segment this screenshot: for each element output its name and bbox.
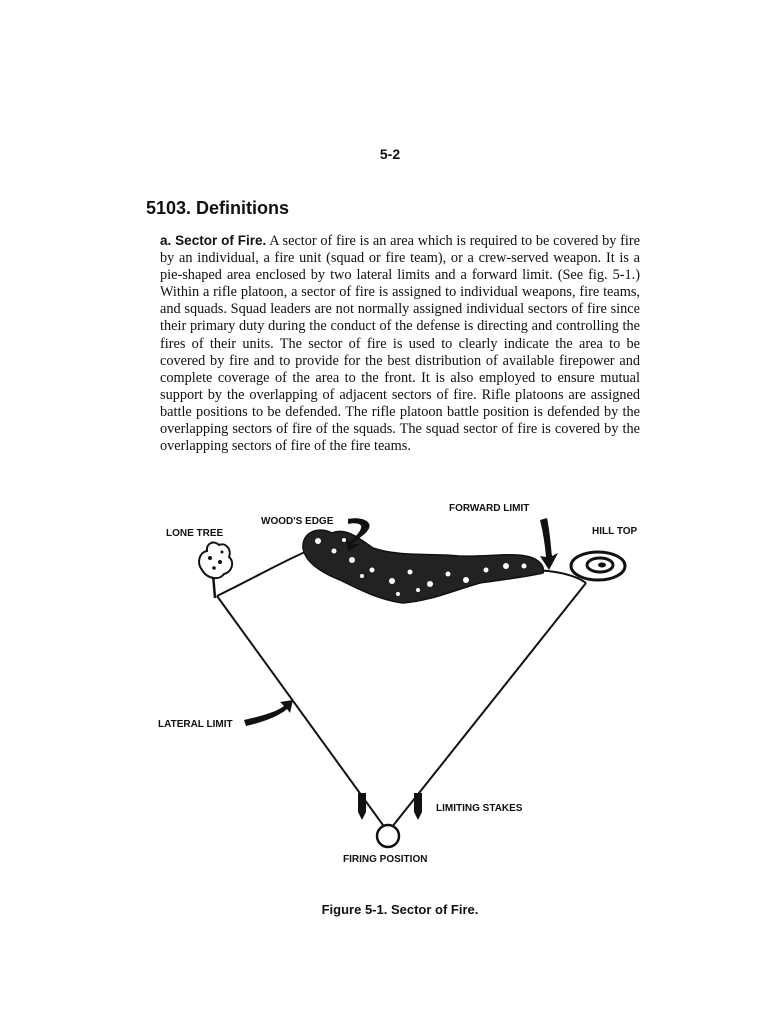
label-lone-tree: LONE TREE xyxy=(166,528,224,539)
woods-icon xyxy=(303,530,543,603)
sector-lateral-limits xyxy=(217,583,586,832)
label-firing-position: FIRING POSITION xyxy=(343,854,428,865)
paragraph-lead: a. Sector of Fire. xyxy=(160,233,267,248)
label-forward-limit: FORWARD LIMIT xyxy=(449,503,530,514)
label-woods-edge: WOOD'S EDGE xyxy=(261,516,334,527)
firing-position-marker xyxy=(377,825,399,847)
figure-caption: Figure 5-1. Sector of Fire. xyxy=(321,902,479,917)
paragraph-body: A sector of fire is an area which is required to be covered by fire by an individual, a fire unit (squad or fire team), or a crew-served weapon. It is a pie-shaped area enclosed by two lateral limits and a forward limit. (See fig. 5-1.) Within a rifle platoon, a sector of fire is assigned to individual weapons, fire teams, and squads. Squad leaders are not normally assigned individual sectors of fire since their primary duty during the conduct of the defense is directing and controlling the fires of their units. The sector of fire is used to clearly indicate the area to be covered by fire and to provide for the best distribution of available firepower and complete coverage of the area to the front. It is also employed to ensure mutual support by the overlapping of adjacent sectors of fire. Rifle platoons are assigned battle positions to be defended. The rifle platoon battle position is defended by the overlapping sectors of fire of the squads. The squad sector of fire is covered by the overlapping sectors of fire of the fire teams. xyxy=(160,233,640,455)
label-hill-top: HILL TOP xyxy=(592,526,638,537)
label-limiting-stakes: LIMITING STAKES xyxy=(436,803,523,814)
label-lateral-limit: LATERAL LIMIT xyxy=(158,719,233,730)
lateral-limit-arrow xyxy=(244,700,293,726)
limiting-stakes-icon xyxy=(358,793,422,820)
hill-top-icon xyxy=(571,552,625,580)
page-number: 5-2 xyxy=(379,146,401,162)
forward-limit-arrow xyxy=(540,518,558,570)
lone-tree-icon xyxy=(199,543,232,598)
section-title: 5103. Definitions xyxy=(146,198,290,218)
